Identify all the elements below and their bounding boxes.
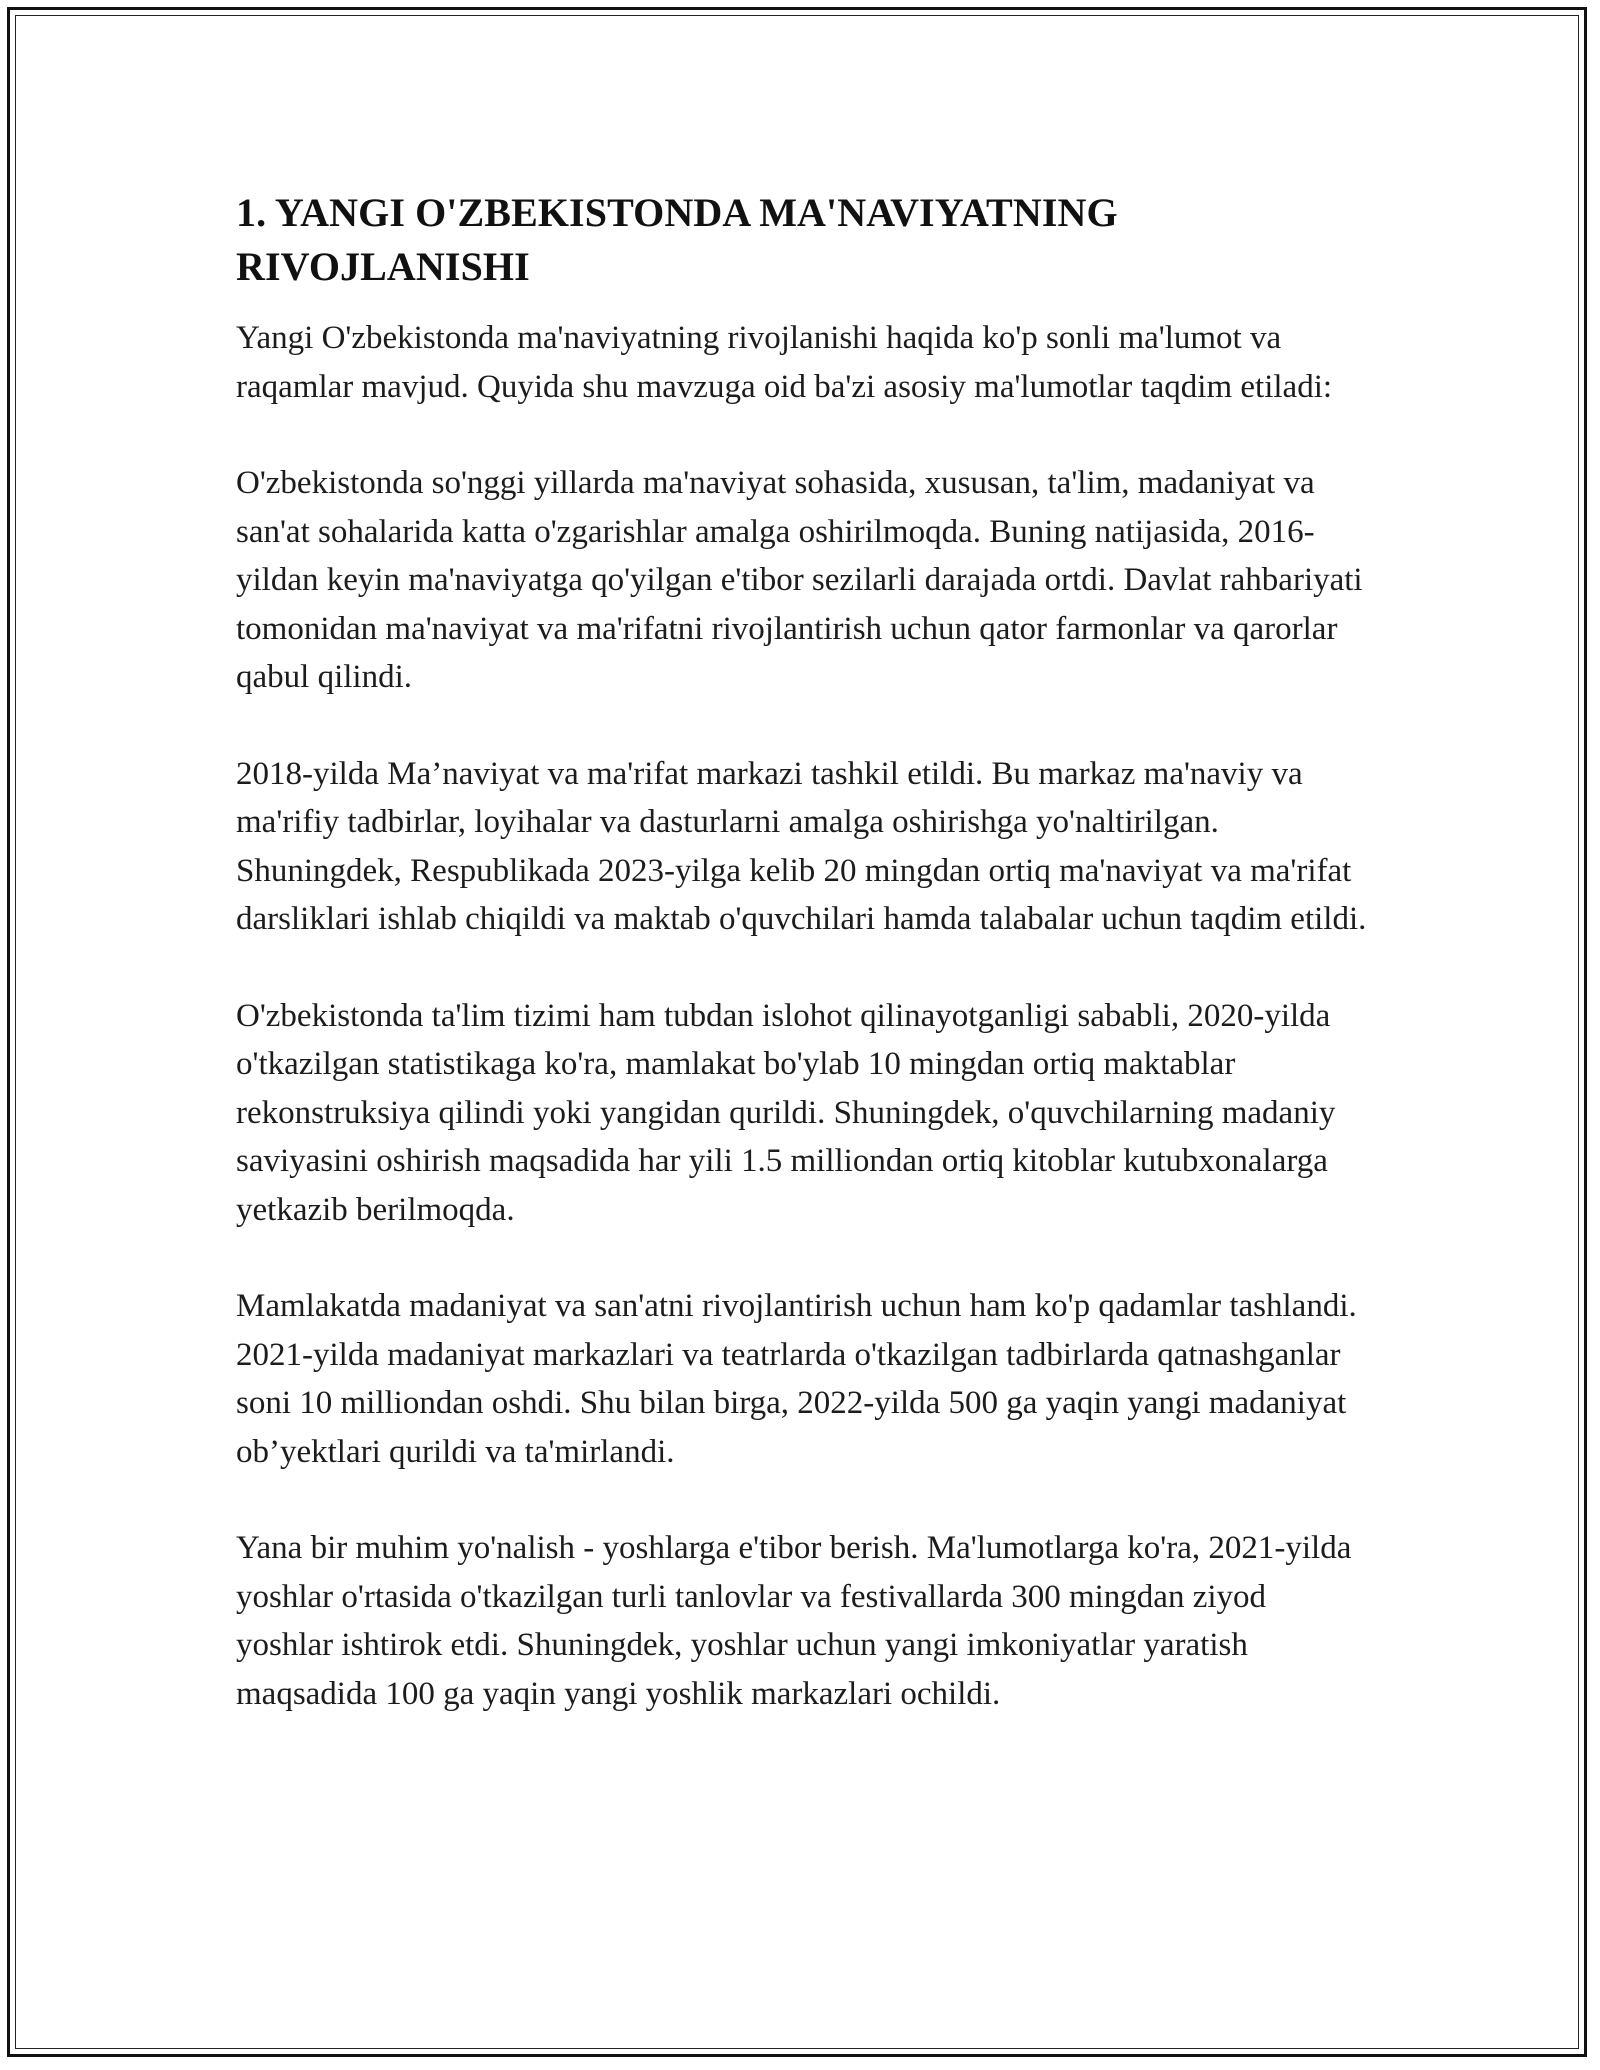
paragraph-center: 2018-yilda Ma’naviyat va ma'rifat markazi tashkil etildi. Bu markaz ma'naviy va ma'rifiy tadbirlar, loyihalar va dasturlarni amalga oshirishga yo'naltirilgan. Shuningdek, Respublikada 2023-yilga kelib 20 mingdan ortiq ma'naviyat va ma'rifat darsliklari ishlab chiqildi va maktab o'quvchilari hamda talabalar uchun taqdim etildi.	[236, 755, 1367, 937]
paragraph-youth: Yana bir muhim yo'nalish - yoshlarga e'tibor berish. Ma'lumotlarga ko'ra, 2021-yilda yoshlar o'rtasida o'tkazilgan turli tanlovlar va festivallarda 300 mingdan ziyod yoshlar ishtirok etdi. Shuningdek, yoshlar uchun yangi imkoniyatlar yaratish maqsadida 100 ga yaqin yangi yoshlik markazlari ochildi.	[236, 1530, 1352, 1712]
paragraph-reforms: O'zbekistonda so'nggi yillarda ma'naviyat sohasida, xususan, ta'lim, madaniyat va san'at sohalarida katta o'zgarishlar amalga oshirilmoqda. Buning natijasida, 2016-yildan keyin ma'naviyatga qo'yilgan e'tibor sezilarli darajada ortdi. Davlat rahbariyati tomonidan ma'naviyat va ma'rifatni rivojlantirish uchun qator farmonlar va qarorlar qabul qilindi.	[236, 465, 1363, 695]
paragraph-culture: Mamlakatda madaniyat va san'atni rivojlantirish uchun ham ko'p qadamlar tashlandi. 2021-yilda madaniyat markazlari va teatrlarda o'tkazilgan tadbirlarda qatnashganlar soni 10 milliondan oshdi. Shu bilan birga, 2022-yilda 500 ga yaqin yangi madaniyat ob’yektlari qurildi va ta'mirlandi.	[236, 1288, 1357, 1470]
document-body	[236, 186, 1371, 1766]
paragraph-education: O'zbekistonda ta'lim tizimi ham tubdan islohot qilinayotganligi sababli, 2020-yilda o'tkazilgan statistikaga ko'ra, mamlakat bo'ylab 10 mingdan ortiq maktablar rekonstruksiya qilindi yoki yangidan qurildi. Shuningdek, o'quvchilarning madaniy saviyasini oshirish maqsadida har yili 1.5 milliondan ortiq kitoblar kutubxonalarga yetkazib berilmoqda.	[236, 997, 1336, 1228]
document-title: 1. YANGI O'ZBEKISTONDA MA'NAVIYATNING RIVOJLANISHI	[236, 190, 1118, 289]
paragraph-intro: Yangi O'zbekistonda ma'naviyatning rivojlanishi haqida ko'p sonli ma'lumot va raqamlar mavjud. Quyida shu mavzuga oid ba'zi asosiy ma'lumotlar taqdim etiladi:	[236, 320, 1333, 405]
